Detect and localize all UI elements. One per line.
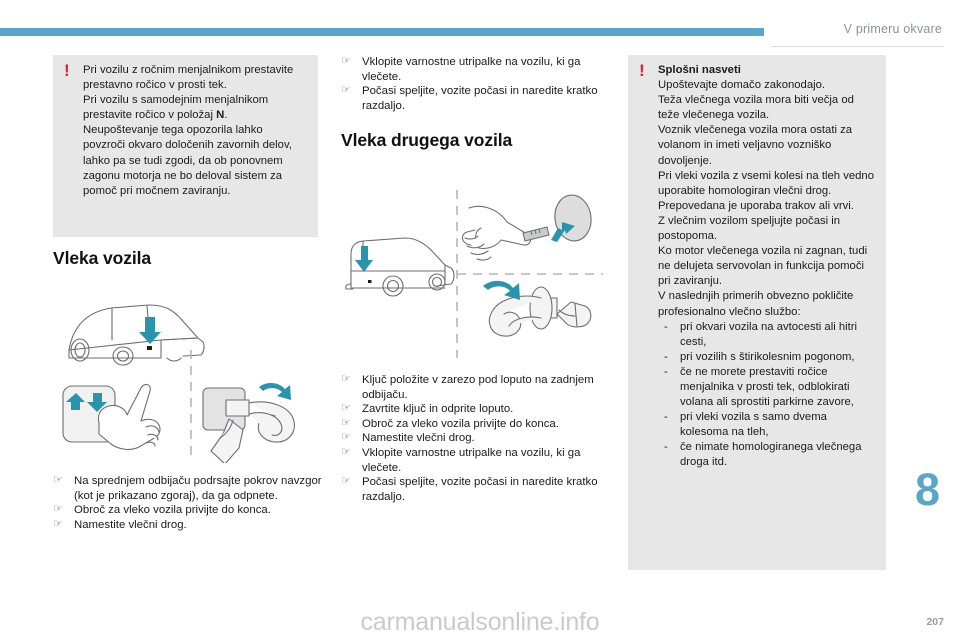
list-item — [658, 410, 874, 440]
middle-steps-bottom-block — [341, 373, 613, 504]
hand-pointer-icon: ☞ — [341, 84, 351, 97]
list-item-label: Zavrtite ključ in odprite loputo. — [362, 403, 514, 416]
warning-paragraph — [83, 123, 306, 198]
hand-pointer-icon: ☞ — [341, 431, 351, 444]
list-item — [341, 402, 613, 417]
warning-exclamation-icon: ! — [639, 61, 645, 80]
list-item — [341, 84, 606, 113]
left-steps-list — [53, 474, 333, 532]
left-warning-body — [53, 55, 318, 207]
hand-pointer-icon: ☞ — [341, 373, 351, 385]
list-item — [341, 373, 613, 402]
middle-steps-top-list — [341, 55, 606, 113]
list-item-label: Namestite vlečni drog. — [74, 518, 187, 531]
list-item-label: če ne morete prestaviti ročice menjalnika v prosti tek, odblokirati volana ali sprostiti parkirne zavore, — [680, 365, 854, 409]
hand-pointer-icon: ☞ — [341, 55, 351, 67]
list-item — [341, 417, 613, 432]
page-footer — [0, 606, 960, 640]
cover-marker — [147, 346, 152, 350]
list-item-label: Počasi speljite, vozite počasi in naredite kratko razdaljo. — [362, 476, 598, 503]
dash-bullet-icon: - — [664, 441, 668, 454]
advice-paragraph: Voznik vlečenega vozila mora ostati za volanom in imeti veljavno vozniško dovoljenje. — [658, 124, 853, 167]
header-rule — [0, 28, 764, 36]
list-item-label: Obroč za vleko vozila privijte do konca. — [362, 417, 559, 430]
advice-dash-list — [658, 320, 874, 471]
middle-steps-bottom-list — [341, 373, 613, 504]
advice-paragraph: Z vlečnim vozilom speljujte počasi in postopoma. — [658, 214, 841, 243]
figure-front-tow-eye — [53, 288, 318, 463]
heading-vleka-vozila: Vleka vozila — [53, 248, 152, 268]
list-item — [341, 431, 613, 446]
list-item — [658, 350, 874, 365]
arrow-rotate-icon — [259, 383, 291, 400]
dash-bullet-icon: - — [664, 350, 668, 363]
list-item-label: Obroč za vleko vozila privijte do konca. — [74, 504, 271, 517]
list-item — [658, 320, 874, 350]
list-item — [341, 475, 613, 504]
heading-vleka-drugega-vozila: Vleka drugega vozila — [341, 130, 513, 150]
left-steps-block — [53, 474, 333, 532]
list-item-label: Počasi speljite, vozite počasi in naredite kratko razdaljo. — [362, 85, 598, 112]
dash-bullet-icon: - — [664, 365, 668, 378]
advice-title: Splošni nasveti — [658, 64, 741, 76]
list-item-label: Ključ položite v zarezo pod loputo na zadnjem odbijaču. — [362, 374, 594, 401]
list-item — [53, 474, 333, 503]
left-column — [53, 248, 318, 269]
dash-bullet-icon: - — [664, 320, 668, 333]
gear-position-n: N — [216, 109, 225, 122]
header-title: V primeru okvare — [843, 22, 942, 36]
list-item-label: če nimate homologiranega vlečnega droga itd. — [680, 441, 862, 469]
rear-tow-eye-diagram — [341, 168, 606, 363]
list-item-label: Vklopite varnostne utripalke na vozilu, ki ga vlečete. — [362, 56, 581, 83]
header-underline — [772, 46, 944, 47]
hand-pointer-icon: ☞ — [53, 474, 63, 486]
hand-pointer-icon: ☞ — [53, 517, 63, 530]
advice-paragraph: Pri vleki vozila z vsemi kolesi na tleh vedno uporabite homologiran vlečni drog. — [658, 169, 874, 197]
right-advice-panel — [628, 55, 886, 570]
list-item — [341, 446, 613, 475]
figure-rear-tow-eye — [341, 168, 606, 363]
hand-pointer-icon: ☞ — [341, 402, 351, 415]
list-item — [53, 518, 333, 533]
list-item — [53, 503, 333, 518]
dash-bullet-icon: - — [664, 411, 668, 424]
middle-column-top — [341, 55, 606, 113]
warning-paragraph: Pri vozilu s samodejnim menjalnikom prestavite ročico v položaj N. — [83, 94, 269, 122]
list-item — [658, 365, 874, 410]
left-warning-panel — [53, 55, 318, 237]
arrow-rotate-icon — [483, 281, 520, 300]
list-item — [658, 440, 874, 470]
list-item-label: pri okvari vozila na avtocesti ali hitri cesti, — [680, 320, 858, 348]
list-item — [341, 55, 606, 84]
advice-paragraph: Prepovedana je uporaba trakov ali vrvi. — [658, 199, 854, 212]
page-header — [0, 0, 960, 48]
list-item-label: pri vozilih s štirikolesnim pogonom, — [680, 350, 855, 363]
watermark-text: carmanualsonline.info — [360, 608, 600, 636]
list-item-label: Na sprednjem odbijaču podrsajte pokrov navzgor (kot je prikazano zgoraj), da ga odpnete. — [74, 475, 322, 502]
advice-paragraph: Upoštevajte domačo zakonodajo. — [658, 79, 826, 92]
warning-line: Neupoštevanje tega opozorila lahko povzroči okvaro določenih zavornih delov, lahko pa se tudi zgodi, da ob ponovnem zagonu motorja ne bo deloval sistem za pomoč pri močnem zaviranju. — [83, 124, 292, 197]
warning-line: Pri vozilu z ročnim menjalnikom prestavite prestavno ročico v prosti tek. — [83, 64, 294, 92]
list-item-label: Namestite vlečni drog. — [362, 432, 475, 445]
advice-paragraph: Teža vlečnega vozila mora biti večja od teže vlečenega vozila. — [658, 94, 854, 122]
page-number: 207 — [926, 616, 944, 628]
list-item-label: Vklopite varnostne utripalke na vozilu, ki ga vlečete. — [362, 446, 581, 474]
hand-pointer-icon: ☞ — [341, 416, 351, 429]
advice-paragraph: Ko motor vlečenega vozila ni zagnan, tudi ne delujeta servovolan in funkcija pomoči pri zaviranju. — [658, 245, 868, 288]
right-advice-body — [628, 55, 886, 479]
hand-pointer-icon: ☞ — [53, 503, 63, 516]
front-tow-eye-diagram — [53, 288, 318, 463]
keyhole-marker — [368, 280, 372, 283]
hand-pointer-icon: ☞ — [341, 475, 351, 488]
hand-pointer-icon: ☞ — [341, 445, 351, 458]
warning-paragraph — [83, 63, 306, 93]
middle-heading-block — [341, 130, 606, 151]
chapter-page-marker: 8 — [914, 464, 941, 515]
advice-paragraph: V naslednjih primerih obvezno pokličite profesionalno vlečno službo: — [658, 290, 854, 318]
list-item-label: pri vleki vozila s samo dvema kolesoma na tleh, — [680, 411, 827, 439]
warning-exclamation-icon: ! — [64, 61, 70, 80]
